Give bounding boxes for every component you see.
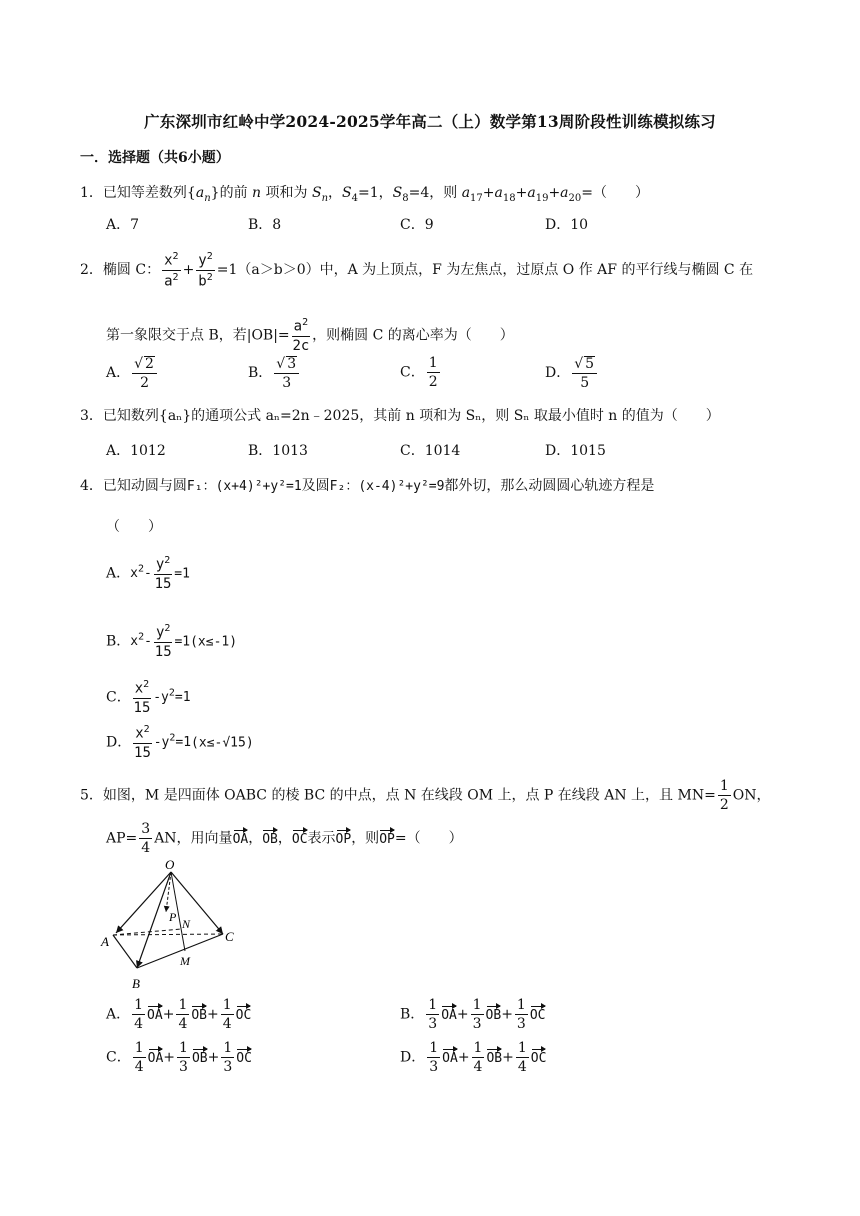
section-heading: 一．选择题（共6小题） [80,150,230,166]
question-4: 4．已知动圆与圆F₁：(x+4)²+y²=1及圆F₂：(x-4)²+y²=9都外切，那么动圆圆心轨迹方程是 [80,478,655,494]
q1-option-a: A．7 [106,217,140,233]
q3-option-b: B．1013 [248,443,308,459]
label-p: P [169,910,177,924]
q4-option-b: B．$x^2-$ $\frac{y^2}{15}$ =1(x≤-1) [106,623,238,660]
q5-option-c: C． $\frac{1}{4}$ OA+ $\frac{1}{3}$ OB+ $\frac{1}{3}$ OC [106,1040,252,1075]
q3-option-c: C．1014 [400,443,461,459]
q5-option-b: B． $\frac{1}{3}$ OA+ $\frac{1}{3}$ OB+ $\frac{1}{3}$ OC [400,997,546,1032]
question-5-line-2: AP= $\frac{3}{4}$ AN，用向量OA，OB，OC表示OP，则OP=（ ） [106,821,463,856]
label-b: B [132,976,140,991]
ob-fraction: $\frac{a^2}{2c}$ [292,317,310,354]
label-c: C [225,929,234,944]
ellipse-x-fraction: $\frac{x^2}{a^2}$ [164,251,179,290]
q1-option-d: D．10 [545,217,589,233]
ellipse-y-fraction: $\frac{y^2}{b^2}$ [198,251,213,290]
q2-option-c: C． $\frac{1}{2}$ [400,355,438,390]
q1-number: 1． [80,185,103,201]
question-1: 1．已知等差数列$\{a_n\}$的前 n 项和为 $S_n$，$S_4=1$，$S_8=4$，则 $a_{17}+a_{18}+a_{19}+a_{20}=$（ ） [80,185,649,204]
vector-oa-line [116,872,171,933]
vector-oc-line [171,872,223,934]
page-title: 广东深圳市红岭中学2024-2025学年高二（上）数学第13周阶段性训练模拟练习 [144,112,716,131]
label-m: M [180,954,190,968]
label-n: N [182,917,191,931]
q4-option-d: D． $\frac{x^2}{15}$ $-y^2=1(x\le-√15)$ [106,724,254,761]
tetrahedron-figure [95,855,255,993]
label-a: A [101,934,109,949]
q1-option-b: B．8 [248,217,282,233]
q2-option-b: B． $\frac{√ 3}{3}$ [248,356,301,390]
edge-ac [113,934,223,935]
q4-option-a: A．$x^2-$ $\frac{y^2}{15}$ =1 [106,555,190,592]
q3-option-a: A．1012 [106,443,166,459]
question-2-line-2: 第一象限交于点 B，若|OB|= $\frac{a^2}{2c}$ ，则椭圆 C 的离心率为（ ） [106,317,514,354]
q5-option-d: D． $\frac{1}{3}$ OA+ $\frac{1}{4}$ OB+ $\frac{1}{4}$ OC [400,1040,547,1075]
q2-option-d: D． $\frac{√ 5}{5}$ [545,356,599,390]
question-2: 2．椭圆 C： $\frac{x^2}{a^2}$ + $\frac{y^2}{b^2}$ =1（a＞b＞0）中，A 为上顶点，F 为左焦点，过原点 O 作 AF 的平行线与椭圆 C 在 [80,251,754,290]
q4-option-c: C． $\frac{x^2}{15}$ $-y^2=1$ [106,679,191,716]
edge-ab [113,935,137,968]
q1-option-c: C．9 [400,217,434,233]
question-4-paren: （ ） [106,519,162,535]
vector-ob-line [137,872,171,968]
q3-option-d: D．1015 [545,443,606,459]
question-3: 3．已知数列{aₙ}的通项公式 aₙ=2n﹣2025，其前 n 项和为 Sₙ，则 Sₙ 取最小值时 n 的值为（ ） [80,408,720,424]
q2-option-a: A． $\frac{√ 2}{2}$ [106,356,159,390]
q5-option-a: A． $\frac{1}{4}$ OA+ $\frac{1}{4}$ OB+ $\frac{1}{4}$ OC [106,997,252,1032]
question-5: 5．如图，M 是四面体 OABC 的棱 BC 的中点，点 N 在线段 OM 上，点 P 在线段 AN 上，且 MN= $\frac{1}{2}$ ON， [80,778,771,813]
label-o: O [165,857,175,872]
